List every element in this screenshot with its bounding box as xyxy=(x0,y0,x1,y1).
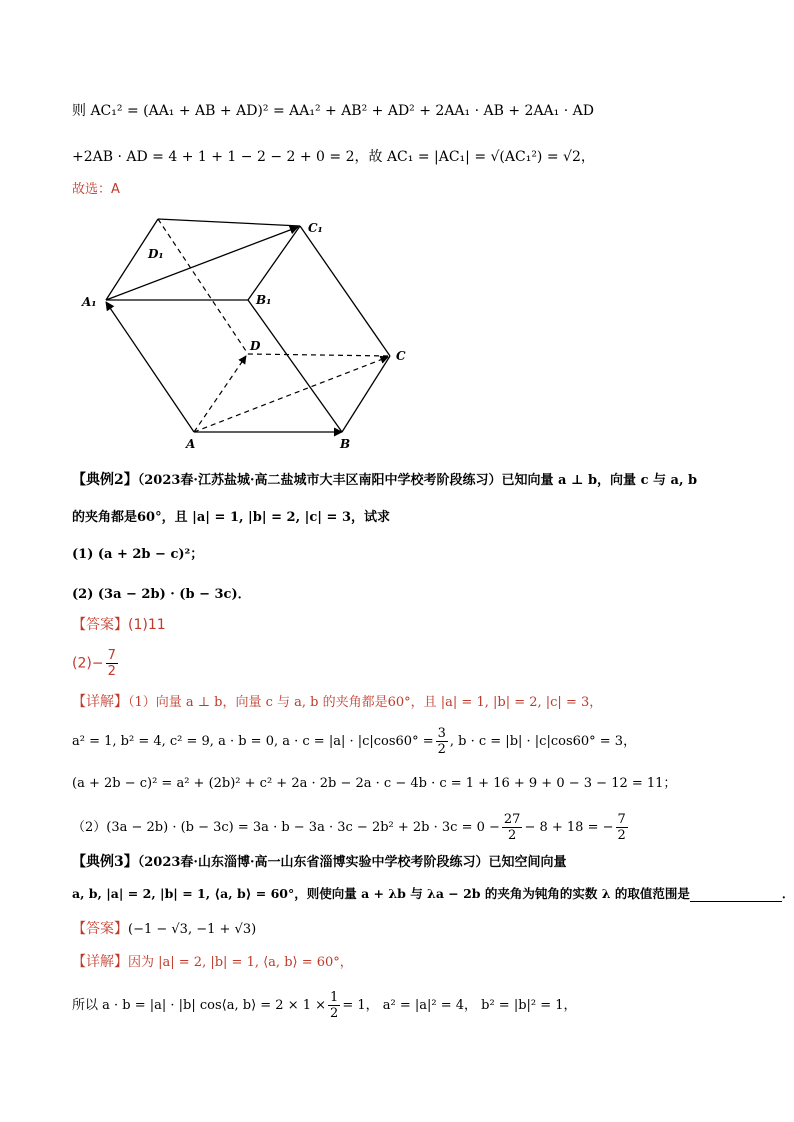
detail-2a: a² = 1, b² = 4, c² = 9, a · b = 0, a · c = |a| · |c|cos60° = xyxy=(72,734,434,749)
example3-source: （2023春·山东淄博·高一山东省淄博实验中学校考阶段练习） xyxy=(137,855,489,870)
label-A1: A₁ xyxy=(82,295,97,309)
example2-answer-2 xyxy=(72,648,120,679)
example3-header xyxy=(72,851,567,871)
label-B1: B₁ xyxy=(256,293,272,307)
example2-question-2: (2) (3a − 2b) · (b − 3c)． xyxy=(72,587,251,602)
example3-tag: 【典例3】 xyxy=(72,854,138,870)
detail-4-fraction-1: $\frac{27}{2}$ xyxy=(503,812,521,843)
example2-text1: 已知向量 a ⊥ b，向量 c 与 a, b xyxy=(501,473,698,488)
solution-line-1: 则 AC₁² = (AA₁ + AB + AD)² = AA₁² + AB² + AD² + 2AA₁ · AB + 2AA₁ · AD xyxy=(72,103,594,119)
detail-3-text-1: 因为 |a| = 2, |b| = 1, ⟨a, b⟩ = 60°， xyxy=(128,955,353,970)
label-A: A xyxy=(186,437,196,451)
detail-2-fraction: $\frac{3}{2}$ xyxy=(437,726,446,757)
example3-text1: 已知空间向量 xyxy=(488,855,567,870)
detail-label: 【详解】 xyxy=(72,694,128,710)
detail-2b: , b · c = |b| · |c|cos60° = 3， xyxy=(449,734,637,749)
answer-1: (1)11 xyxy=(128,617,166,633)
solution-line-2: +2AB · AD = 4 + 1 + 1 − 2 − 2 + 0 = 2，故 AC₁ = |AC₁| = √(AC₁²) = √2， xyxy=(72,149,595,165)
detail-4b: − 8 + 18 = − xyxy=(524,820,614,835)
detail-text-1: （1）向量 a ⊥ b，向量 c 与 a, b 的夹角都是60°，且 |a| = 1, |b| = 2, |c| = 3， xyxy=(128,695,603,710)
example2-detail-line-4 xyxy=(72,812,630,843)
label-D1: D₁ xyxy=(148,247,164,261)
detail-label-3: 【详解】 xyxy=(72,954,128,970)
detail-3-2b: = 1， a² = |a|² = 4， b² = |b|² = 1， xyxy=(342,998,577,1013)
example3-text2: a, b, |a| = 2, |b| = 1, ⟨a, b⟩ = 60°，则使向量 a + λb 与 λa − 2b 的夹角为钝角的实数 λ 的取值范围是 xyxy=(72,886,690,901)
example2-header xyxy=(72,469,697,489)
label-B: B xyxy=(340,437,351,451)
answer-blank xyxy=(690,887,782,902)
example2-detail-line-3: (a + 2b − c)² = a² + (2b)² + c² + 2a · 2b − 2a · c − 4b · c = 1 + 16 + 9 + 0 − 3 − 12 = 11； xyxy=(72,776,677,791)
detail-3-2a: 所以 a · b = |a| · |b| cos⟨a, b⟩ = 2 × 1 × xyxy=(72,998,327,1013)
example3-text2-line xyxy=(72,884,794,902)
answer-3: (−1 − √3, −1 + √3) xyxy=(128,922,257,937)
example3-answer xyxy=(72,918,256,938)
example3-detail-line-2 xyxy=(72,990,577,1021)
answer-label-3: 【答案】 xyxy=(72,921,128,937)
example3-detail-line-1 xyxy=(72,951,353,971)
detail-4a: （2）(3a − 2b) · (b − 3c) = 3a · b − 3a · 3c − 2b² + 2b · 3c = 0 − xyxy=(72,820,500,835)
example3-text2-end: ． xyxy=(781,886,794,901)
example2-source: （2023春·江苏盐城·高二盐城市大丰区南阳中学校考阶段练习） xyxy=(137,473,502,488)
label-C1: C₁ xyxy=(308,221,323,235)
example2-detail-line-2 xyxy=(72,726,636,757)
example2-answer xyxy=(72,614,166,634)
answer-choice: 故选：A xyxy=(72,182,120,197)
detail-4-fraction-2: $\frac{7}{2}$ xyxy=(617,812,626,843)
answer-2-prefix: (2)− xyxy=(72,655,104,672)
example2-text2: 的夹角都是60°，且 |a| = 1, |b| = 2, |c| = 3，试求 xyxy=(72,510,390,525)
parallelepiped-figure xyxy=(76,212,416,452)
example2-question-1: (1) (a + 2b − c)²； xyxy=(72,547,204,562)
answer-2-fraction: $\frac{7}{2}$ xyxy=(107,648,116,679)
example2-tag: 【典例2】 xyxy=(72,472,138,488)
detail-3-fraction: $\frac{1}{2}$ xyxy=(330,990,339,1021)
label-C: C xyxy=(396,349,406,363)
label-D: D xyxy=(250,339,261,353)
answer-label: 【答案】 xyxy=(72,617,128,633)
example2-detail-line-1 xyxy=(72,691,602,711)
